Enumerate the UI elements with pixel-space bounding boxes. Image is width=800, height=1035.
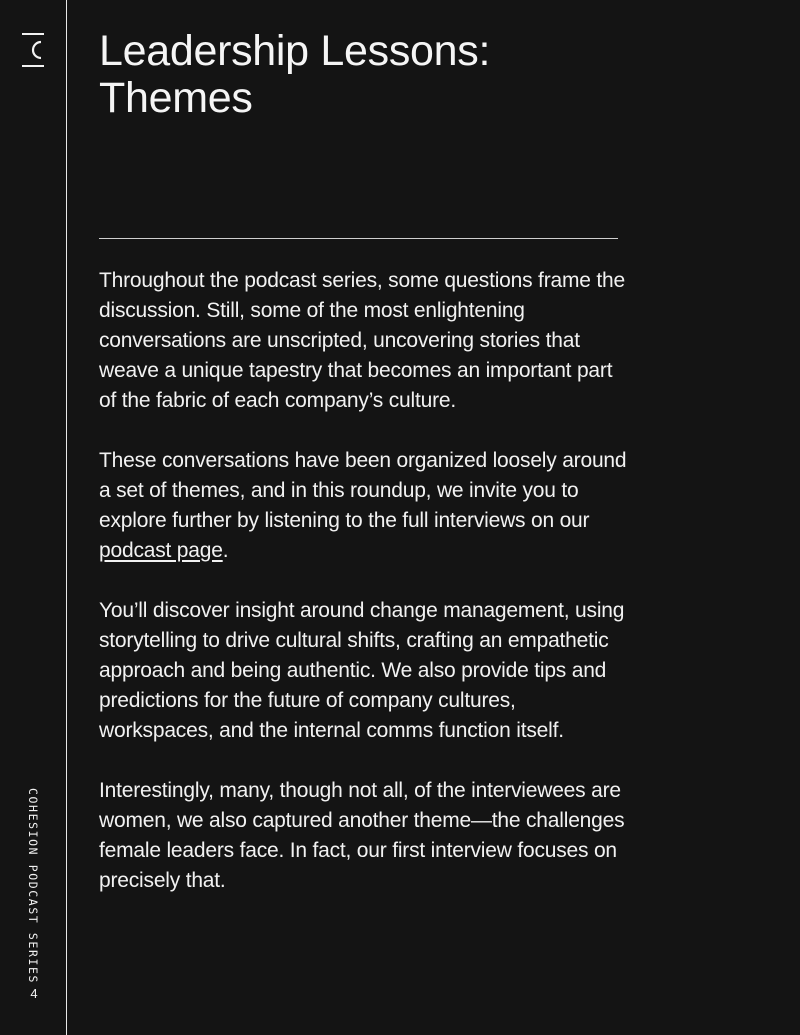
paragraph-1: Throughout the podcast series, some questions frame the discussion. Still, some of the most enlightening conversations are unscripted, uncovering stories that weave a unique tapestry that becomes an important part of the fabric of each company’s culture. bbox=[99, 269, 625, 412]
paragraph-2-end: . bbox=[222, 539, 229, 562]
series-label: COHESION PODCAST SERIES bbox=[26, 788, 40, 985]
body-text bbox=[99, 266, 629, 926]
paragraph-2-text: These conversations have been organized loosely around a set of themes, and in this roundup, we invite you to explore further by listening to the full interviews on our bbox=[99, 449, 627, 532]
page-title-line-2: Themes bbox=[99, 74, 253, 122]
page-title bbox=[99, 28, 629, 122]
page-number: 4 bbox=[30, 986, 38, 1001]
podcast-page-link[interactable]: podcast page bbox=[99, 539, 223, 562]
title-divider bbox=[99, 238, 618, 239]
paragraph-2 bbox=[99, 446, 629, 566]
main-content bbox=[99, 27, 629, 892]
paragraph-4: Interestingly, many, though not all, of the interviewees are women, we also captured another theme—the challenges female leaders face. In fact, our first interview focuses on precisely that. bbox=[99, 779, 625, 892]
page-title-line-1: Leadership Lessons: bbox=[99, 27, 491, 75]
cohesion-logo-icon bbox=[21, 32, 45, 68]
paragraph-3: You’ll discover insight around change management, using storytelling to drive cultural shifts, crafting an empathetic approach and being authentic. We also provide tips and predictions for the future of company cultures, workspaces, and the internal comms function itself. bbox=[99, 599, 625, 742]
sidebar bbox=[0, 0, 66, 1035]
sidebar-divider bbox=[66, 0, 67, 1035]
